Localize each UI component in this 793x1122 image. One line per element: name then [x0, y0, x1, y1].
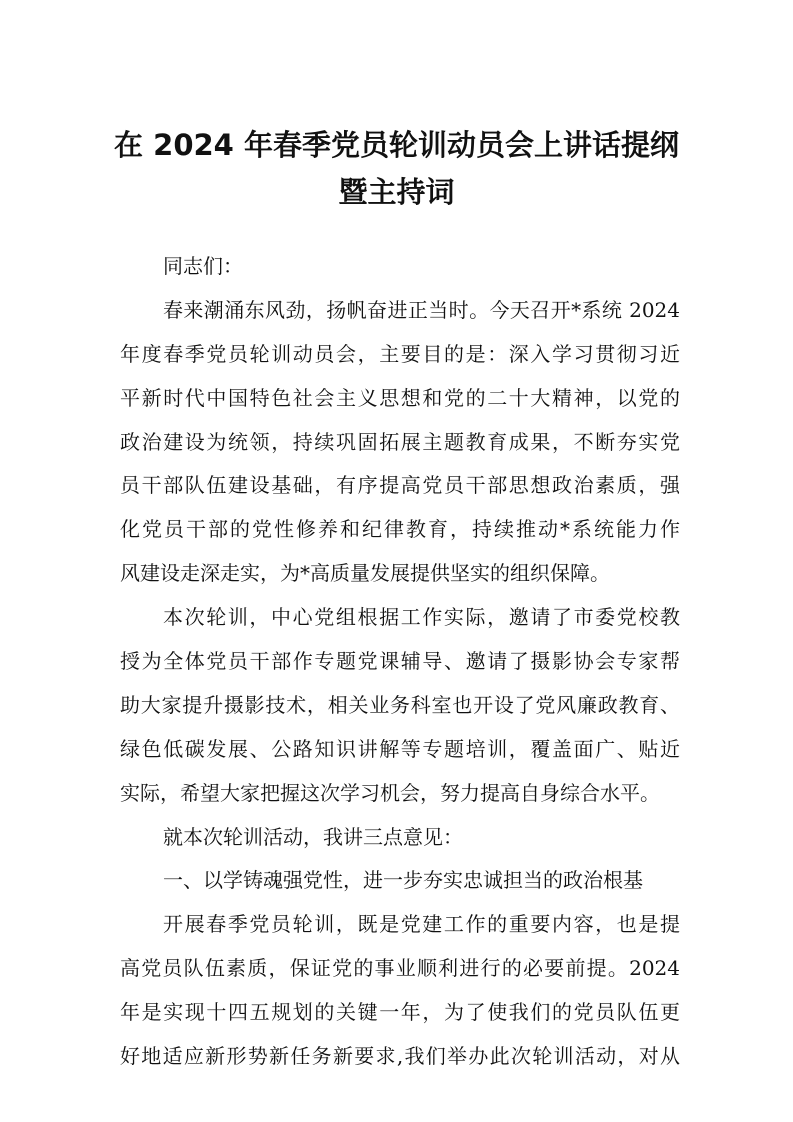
- text-line: 绿色低碳发展、公路知识讲解等专题培训，覆盖面广、贴近: [120, 736, 680, 761]
- paragraph: [120, 903, 680, 1079]
- text-line: 就本次轮训活动，我讲三点意见：: [163, 824, 463, 849]
- paragraph: [120, 859, 680, 903]
- text-line: 好地适应新形势新任务新要求,我们举办此次轮训活动，对从: [120, 1044, 680, 1069]
- text-line: 实际，希望大家把握这次学习机会，努力提高自身综合水平。: [120, 780, 660, 805]
- text-line: 化党员干部的党性修养和纪律教育，持续推动*系统能力作: [120, 517, 680, 542]
- document-title-line-2: 暨主持词: [338, 175, 455, 209]
- text-line: 政治建设为统领，持续巩固拓展主题教育成果，不断夯实党: [120, 429, 680, 454]
- text-line: 平新时代中国特色社会主义思想和党的二十大精神，以党的: [120, 385, 680, 410]
- text-line: 助大家提升摄影技术，相关业务科室也开设了党风廉政教育、: [120, 692, 680, 717]
- text-line: 风建设走深走实，为*高质量发展提供坚实的组织保障。: [120, 561, 610, 586]
- text-line: 员干部队伍建设基础，有序提高党员干部思想政治素质，强: [120, 473, 680, 498]
- paragraph: [120, 816, 680, 860]
- paragraph: [120, 596, 680, 815]
- text-line: 春来潮涌东风劲，扬帆奋进正当时。今天召开*系统 2024: [163, 297, 680, 322]
- text-line: 本次轮训，中心党组根据工作实际，邀请了市委党校教: [163, 605, 680, 630]
- text-line: 开展春季党员轮训，既是党建工作的重要内容，也是提: [163, 912, 680, 937]
- document-body: [120, 245, 680, 1079]
- text-line: 一、以学铸魂强党性，进一步夯实忠诚担当的政治根基: [163, 868, 643, 893]
- paragraph: [120, 289, 680, 596]
- document-title-line-1: 在 2024 年春季党员轮训动员会上讲话提纲: [114, 128, 679, 162]
- text-line: 高党员队伍素质，保证党的事业顺利进行的必要前提。2024: [120, 956, 680, 981]
- text-line: 授为全体党员干部作专题党课辅导、邀请了摄影协会专家帮: [120, 649, 680, 674]
- paragraph: [120, 245, 680, 289]
- text-line: 年度春季党员轮训动员会，主要目的是：深入学习贯彻习近: [120, 341, 680, 366]
- text-line: 同志们：: [163, 254, 243, 278]
- text-line: 年是实现十四五规划的关键一年，为了使我们的党员队伍更: [120, 1000, 680, 1025]
